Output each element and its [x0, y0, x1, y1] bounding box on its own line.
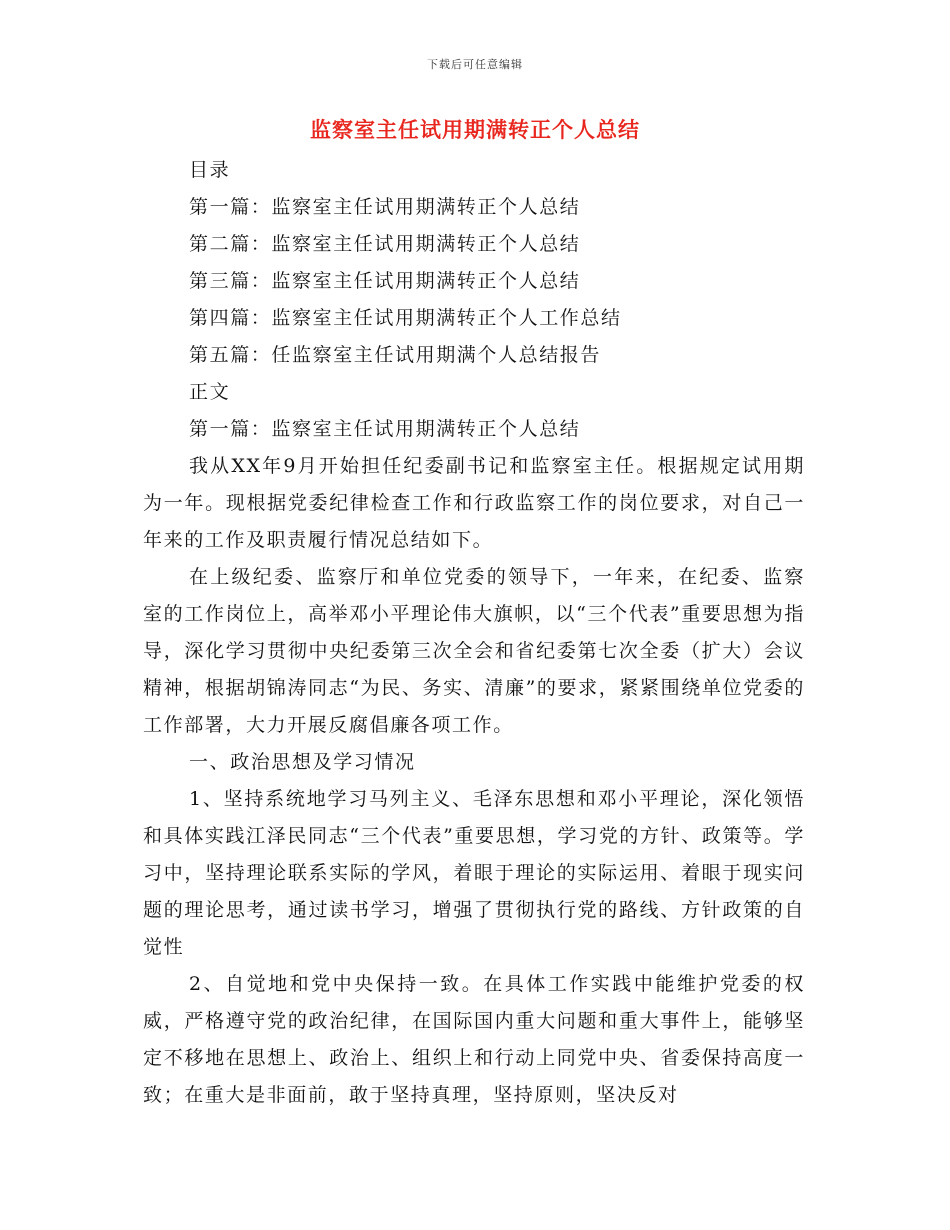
paragraph: 1、坚持系统地学习马列主义、毛泽东思想和邓小平理论，深化领悟和具体实践江泽民同志“三个代表”重要思想，学习党的方针、政策等。学习中，坚持理论联系实际的学风，着眼于理论的实际运用、着眼于现实问题的理论思考，通过读书学习，增强了贯彻执行党的路线、方针政策的自觉性 — [143, 788, 805, 958]
paragraph: 2、自觉地和党中央保持一致。在具体工作实践中能维护党委的权威，严格遵守党的政治纪律，在国际国内重大问题和重大事件上，能够坚定不移地在思想上、政治上、组织上和行动上同党中央、省委保持高度一致；在重大是非面前，敢于坚持真理，坚持原则，坚决反对 — [143, 973, 805, 1106]
toc-item: 第一篇：监察室主任试用期满转正个人总结 — [189, 196, 581, 218]
toc-item: 第二篇：监察室主任试用期满转正个人总结 — [189, 233, 581, 255]
document-title: 监察室主任试用期满转正个人总结 — [310, 117, 640, 142]
chapter-title: 第一篇：监察室主任试用期满转正个人总结 — [189, 418, 581, 440]
body-heading: 正文 — [189, 381, 231, 403]
toc-item: 第五篇：任监察室主任试用期满个人总结报告 — [189, 344, 602, 366]
section-heading: 一、政治思想及学习情况 — [189, 751, 416, 773]
paragraph: 我从XX年9月开始担任纪委副书记和监察室主任。根据规定试用期为一年。现根据党委纪律检查工作和行政监察工作的岗位要求，对自己一年来的工作及职责履行情况总结如下。 — [143, 455, 805, 551]
toc-item: 第三篇：监察室主任试用期满转正个人总结 — [189, 270, 581, 292]
paragraph: 在上级纪委、监察厅和单位党委的领导下，一年来，在纪委、监察室的工作岗位上，高举邓小平理论伟大旗帜，以“三个代表”重要思想为指导，深化学习贯彻中央纪委第三次全会和省纪委第七次全委（扩大）会议精神，根据胡锦涛同志“为民、务实、清廉”的要求，紧紧围绕单位党委的工作部署，大力开展反腐倡廉各项工作。 — [143, 566, 805, 736]
document-body — [143, 152, 805, 1114]
page-header-note: 下载后可任意编辑 — [427, 58, 523, 71]
toc-heading: 目录 — [189, 159, 231, 181]
toc-item: 第四篇：监察室主任试用期满转正个人工作总结 — [189, 307, 622, 329]
